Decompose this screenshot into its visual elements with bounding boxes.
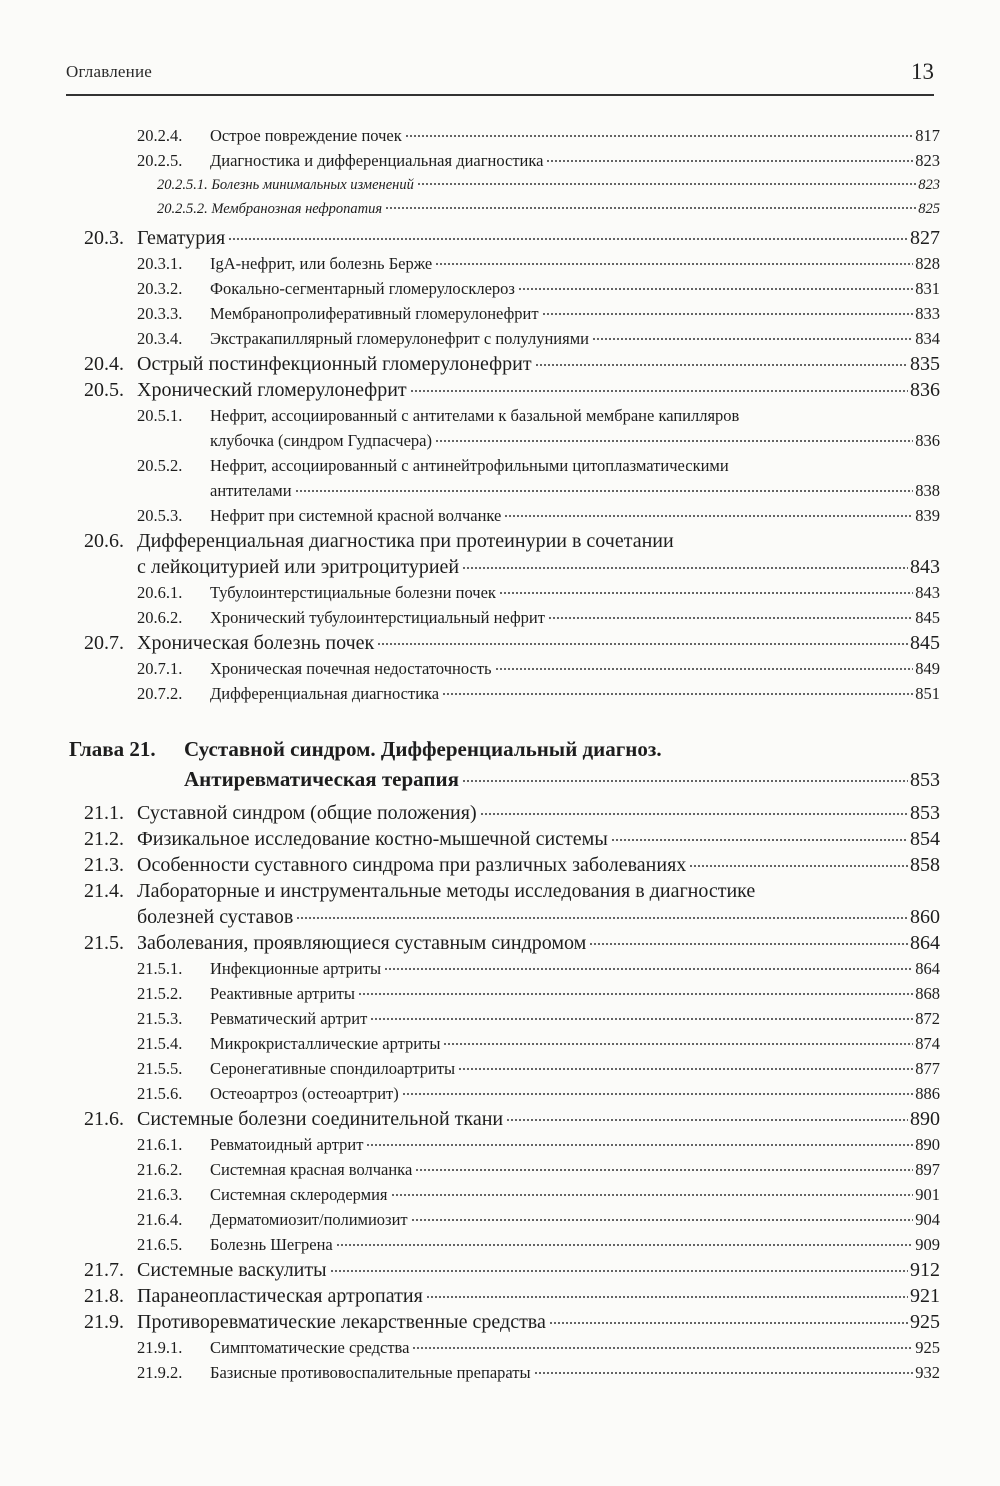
toc-entry-number: 20.7.2. <box>137 684 183 703</box>
toc-entry-title: Реактивные артриты <box>210 984 355 1003</box>
toc-entry[interactable] <box>0 878 1000 930</box>
toc-entry-title: Заболевания, проявляющиеся суставным синдромом <box>137 932 587 954</box>
toc-entry[interactable] <box>0 225 1000 251</box>
toc-entry[interactable] <box>0 1257 1000 1283</box>
toc-entry[interactable] <box>0 605 1000 630</box>
toc-entry-number: 21.1. <box>84 802 124 824</box>
dot-leader <box>330 1258 908 1276</box>
toc-entry-page: 897 <box>915 1160 940 1179</box>
toc-entry-page: 904 <box>915 1210 940 1229</box>
toc-entry-number: 20.2.5. <box>137 151 183 170</box>
toc-entry-title: 20.2.5.2. Мембранозная нефропатия <box>157 201 383 217</box>
toc-entry-title: Тубулоинтерстициальные болезни почек <box>210 583 496 602</box>
toc-entry-number: 20.3. <box>84 227 124 249</box>
toc-entry-title: антителами <box>210 481 292 500</box>
toc-entry-title-first-line: Нефрит, ассоциированный с антителами к базальной мембране капилляров <box>210 406 740 425</box>
running-header <box>66 52 934 96</box>
toc-entry[interactable] <box>0 580 1000 605</box>
toc-entry-page: 912 <box>910 1259 940 1281</box>
toc-entry-number: 21.6.5. <box>137 1235 183 1254</box>
toc-entry-number: 21.4. <box>84 880 124 902</box>
toc-entry[interactable] <box>0 1056 1000 1081</box>
toc-entry-number: 21.5.4. <box>137 1034 183 1053</box>
toc-entry[interactable] <box>0 1006 1000 1031</box>
toc-entry[interactable] <box>0 173 1000 197</box>
toc-entry-number: 21.5.2. <box>137 984 183 1003</box>
toc-entry-page: 890 <box>910 1108 940 1130</box>
toc-entry-page: 823 <box>918 177 940 193</box>
toc-entry-title: Инфекционные артриты <box>210 959 382 978</box>
toc-entry-number: 21.3. <box>84 854 124 876</box>
toc-entry-number: 21.8. <box>84 1285 124 1307</box>
toc-entry-title: Серонегативные спондилоартриты <box>210 1059 456 1078</box>
toc-entry-title: Диагностика и дифференциальная диагностика <box>210 151 544 170</box>
toc-entry[interactable] <box>0 956 1000 981</box>
toc-entry-number: 20.6. <box>84 530 124 552</box>
toc-entry-title: Мембранопролиферативный гломерулонефрит <box>210 304 539 323</box>
toc-entry-page: 825 <box>918 201 940 217</box>
dot-leader <box>366 1135 913 1150</box>
toc-entry[interactable] <box>0 1207 1000 1232</box>
toc-entry-number: 20.6.1. <box>137 583 183 602</box>
dot-leader <box>391 1185 914 1200</box>
toc-entry-page: 828 <box>915 254 940 273</box>
toc-entry-title: IgA-нефрит, или болезнь Берже <box>210 254 433 273</box>
toc-entry-title: Особенности суставного синдрома при различных заболеваниях <box>137 854 687 876</box>
toc-entry-number: 21.6. <box>84 1108 124 1130</box>
toc-entry[interactable] <box>0 1157 1000 1182</box>
toc-entry-number: 20.3.4. <box>137 329 183 348</box>
toc-entry[interactable] <box>0 1081 1000 1106</box>
toc-entry[interactable] <box>0 123 1000 148</box>
toc-entry-number: 20.4. <box>84 353 124 375</box>
toc-entry-page: 864 <box>915 959 940 978</box>
dot-leader <box>495 659 914 674</box>
toc-entry[interactable] <box>0 528 1000 580</box>
toc-entry-title-first-line: Лабораторные и инструментальные методы исследования в диагностике <box>137 880 756 902</box>
dot-leader <box>417 176 916 189</box>
toc-entry[interactable] <box>0 981 1000 1006</box>
toc-entry-number: 20.5.2. <box>137 456 183 475</box>
toc-entry-page: 860 <box>910 906 940 928</box>
toc-entry-title: клубочка (синдром Гудпасчера) <box>210 431 432 450</box>
toc-entry[interactable] <box>0 1132 1000 1157</box>
toc-entry-number: Глава 21. <box>69 737 156 761</box>
toc-entry[interactable] <box>0 503 1000 528</box>
toc-entry[interactable] <box>0 251 1000 276</box>
dot-leader <box>542 304 914 319</box>
toc-entry[interactable] <box>0 301 1000 326</box>
toc-entry-title: Фокально-сегментарный гломерулосклероз <box>210 279 515 298</box>
toc-entry[interactable] <box>0 1283 1000 1309</box>
toc-entry-page: 874 <box>915 1034 940 1053</box>
toc-entry[interactable] <box>0 453 1000 503</box>
toc-entry-page: 851 <box>915 684 940 703</box>
toc-entry-title: Противоревматические лекарственные средства <box>137 1311 546 1333</box>
toc-entry[interactable] <box>0 326 1000 351</box>
dot-leader <box>480 801 908 819</box>
toc-entry-title: Системная склеродермия <box>210 1185 388 1204</box>
toc-entry-title: 20.2.5.1. Болезнь минимальных изменений <box>157 177 414 193</box>
toc-entry-number: 21.6.1. <box>137 1135 183 1154</box>
dot-leader <box>535 352 908 370</box>
dot-leader <box>458 1059 913 1074</box>
toc-entry-title-first-line: Суставной синдром. Дифференциальный диагноз. <box>184 737 662 761</box>
dot-leader <box>384 959 913 974</box>
toc-entry-page: 836 <box>910 379 940 401</box>
toc-entry[interactable] <box>0 826 1000 852</box>
dot-leader <box>442 684 913 699</box>
toc-entry-number: 21.7. <box>84 1259 124 1281</box>
toc-entry-page: 921 <box>910 1285 940 1307</box>
toc-entry[interactable] <box>0 1106 1000 1132</box>
toc-entry-number: 21.9.2. <box>137 1363 183 1382</box>
toc-entry[interactable] <box>0 852 1000 878</box>
toc-entry-number: 20.3.1. <box>137 254 183 273</box>
toc-entry-title: Нефрит при системной красной волчанке <box>210 506 502 525</box>
toc-entry-page: 836 <box>915 431 940 450</box>
toc-entry-page: 868 <box>915 984 940 1003</box>
toc-entry-title: Острый постинфекционный гломерулонефрит <box>137 353 532 375</box>
toc-entry-title: Гематурия <box>137 227 226 249</box>
toc-entry-title-first-line: Дифференциальная диагностика при протеинурии в сочетании <box>137 530 674 552</box>
dot-leader <box>548 608 913 623</box>
toc-entry-number: 21.2. <box>84 828 124 850</box>
toc-entry-page: 872 <box>915 1009 940 1028</box>
toc-entry-title: Хронический гломерулонефрит <box>137 379 407 401</box>
toc-entry[interactable] <box>0 377 1000 403</box>
dot-leader <box>443 1034 913 1049</box>
toc-entry-page: 839 <box>915 506 940 525</box>
toc-entry[interactable] <box>0 1182 1000 1207</box>
toc-entry-title: Хроническая почечная недостаточность <box>210 659 492 678</box>
dot-leader <box>295 481 914 496</box>
toc-entry-page: 838 <box>915 481 940 500</box>
dot-leader <box>611 827 908 845</box>
toc-entry-title-first-line: Нефрит, ассоциированный с антинейтрофильными цитоплазматическими <box>210 456 729 475</box>
dot-leader <box>435 431 913 446</box>
toc-entry[interactable] <box>0 403 1000 453</box>
toc-entry-number: 20.6.2. <box>137 608 183 627</box>
toc-entry-page: 849 <box>915 659 940 678</box>
toc-entry-title: Системные болезни соединительной ткани <box>137 1108 504 1130</box>
dot-leader <box>411 1210 914 1225</box>
toc-entry-page: 864 <box>910 932 940 954</box>
toc-entry[interactable] <box>0 930 1000 956</box>
toc-entry-title: Ревматоидный артрит <box>210 1135 364 1154</box>
toc-entry[interactable] <box>0 1360 1000 1385</box>
toc-entry-title: Дерматомиозит/полимиозит <box>210 1210 408 1229</box>
toc-entry[interactable] <box>0 1031 1000 1056</box>
toc-entry-page: 890 <box>915 1135 940 1154</box>
toc-entry-page: 835 <box>910 353 940 375</box>
dot-leader <box>435 254 913 269</box>
toc-entry-number: 21.5.5. <box>137 1059 183 1078</box>
toc-entry-title: Антиревматическая терапия <box>184 767 459 791</box>
toc-entry-page: 901 <box>915 1185 940 1204</box>
toc-entry[interactable] <box>0 351 1000 377</box>
dot-leader <box>589 931 908 949</box>
toc-entry-page: 817 <box>915 126 940 145</box>
toc-entry-number: 21.9.1. <box>137 1338 183 1357</box>
toc-entry-title: Физикальное исследование костно-мышечной системы <box>137 828 608 850</box>
dot-leader <box>504 506 913 521</box>
toc-entry[interactable] <box>0 276 1000 301</box>
toc-entry-page: 854 <box>910 828 940 850</box>
toc-entry-page: 853 <box>910 802 940 824</box>
running-header-title: Оглавление <box>66 62 152 81</box>
toc-entry-page: 925 <box>915 1338 940 1357</box>
toc-entry-number: 20.7.1. <box>137 659 183 678</box>
dot-leader <box>405 126 913 141</box>
dot-leader <box>534 1363 914 1378</box>
toc-entry-title: Микрокристаллические артриты <box>210 1034 441 1053</box>
dot-leader <box>358 984 913 999</box>
toc-entry-title: болезней суставов <box>137 906 294 928</box>
dot-leader <box>336 1235 914 1250</box>
toc-entry[interactable] <box>0 800 1000 826</box>
toc-entry-title: Острое повреждение почек <box>210 126 402 145</box>
dot-leader <box>412 1338 913 1353</box>
toc-entry-page: 843 <box>915 583 940 602</box>
toc-entry-page: 834 <box>915 329 940 348</box>
toc-entry-number: 21.5.6. <box>137 1084 183 1103</box>
toc-entry-number: 21.6.3. <box>137 1185 183 1204</box>
toc-entry[interactable] <box>0 681 1000 706</box>
toc-entry-title: Болезнь Шегрена <box>210 1235 333 1254</box>
toc-entry[interactable] <box>0 1309 1000 1335</box>
toc-entry-title: с лейкоцитурией или эритроцитурией <box>137 556 460 578</box>
dot-leader <box>370 1009 913 1024</box>
toc-entry[interactable] <box>0 1232 1000 1257</box>
toc-entry-number: 21.6.2. <box>137 1160 183 1179</box>
toc-entry[interactable] <box>0 734 1000 800</box>
toc-entry-page: 877 <box>915 1059 940 1078</box>
toc-entry-page: 853 <box>910 769 940 791</box>
dot-leader <box>410 378 908 396</box>
toc-entry-number: 20.5.3. <box>137 506 183 525</box>
dot-leader <box>518 279 913 294</box>
toc-entry[interactable] <box>0 148 1000 173</box>
toc-entry-number: 20.3.2. <box>137 279 183 298</box>
toc-entry-title: Хронический тубулоинтерстициальный нефрит <box>210 608 545 627</box>
page-number: 13 <box>911 59 934 84</box>
toc-entry-page: 833 <box>915 304 940 323</box>
dot-leader <box>689 853 908 871</box>
toc-entry-title: Остеоартроз (остеоартрит) <box>210 1084 399 1103</box>
toc-entry-title: Системная красная волчанка <box>210 1160 413 1179</box>
toc-entry-number: 21.9. <box>84 1311 124 1333</box>
dot-leader <box>426 1284 908 1302</box>
dot-leader <box>385 200 916 213</box>
toc-entry-page: 845 <box>910 632 940 654</box>
toc-entry-title: Хроническая болезнь почек <box>137 632 375 654</box>
dot-leader <box>377 631 908 649</box>
toc-entry-title: Системные васкулиты <box>137 1259 327 1281</box>
toc-entry-page: 845 <box>915 608 940 627</box>
toc-entry-title: Паранеопластическая артропатия <box>137 1285 423 1307</box>
toc-entry-page: 823 <box>915 151 940 170</box>
dot-leader <box>228 226 908 244</box>
dot-leader <box>592 329 913 344</box>
table-of-contents <box>0 123 1000 1385</box>
toc-entry-title: Дифференциальная диагностика <box>210 684 440 703</box>
dot-leader <box>296 905 908 923</box>
toc-entry-page: 886 <box>915 1084 940 1103</box>
dot-leader <box>402 1084 913 1099</box>
toc-entry[interactable] <box>0 656 1000 681</box>
toc-entry-number: 20.7. <box>84 632 124 654</box>
toc-entry-number: 20.5.1. <box>137 406 183 425</box>
toc-entry-page: 831 <box>915 279 940 298</box>
dot-leader <box>415 1160 913 1175</box>
dot-leader <box>462 555 908 573</box>
toc-entry-page: 827 <box>910 227 940 249</box>
toc-entry-number: 20.2.4. <box>137 126 183 145</box>
toc-entry-title: Ревматический артрит <box>210 1009 368 1028</box>
toc-entry-title: Экстракапиллярный гломерулонефрит с полулуниями <box>210 329 589 348</box>
toc-entry[interactable] <box>0 197 1000 221</box>
toc-entry-number: 20.5. <box>84 379 124 401</box>
toc-entry-number: 21.5.1. <box>137 959 183 978</box>
dot-leader <box>499 583 913 598</box>
toc-entry-page: 843 <box>910 556 940 578</box>
toc-entry-page: 909 <box>915 1235 940 1254</box>
toc-entry-title: Суставной синдром (общие положения) <box>137 802 477 824</box>
toc-entry-page: 932 <box>915 1363 940 1382</box>
toc-entry[interactable] <box>0 630 1000 656</box>
toc-entry-number: 20.3.3. <box>137 304 183 323</box>
toc-entry-title: Симптоматические средства <box>210 1338 410 1357</box>
dot-leader <box>506 1107 908 1125</box>
dot-leader <box>546 151 913 166</box>
toc-entry-number: 21.6.4. <box>137 1210 183 1229</box>
dot-leader <box>549 1310 908 1328</box>
toc-entry-number: 21.5. <box>84 932 124 954</box>
dot-leader <box>462 767 908 786</box>
toc-entry-number: 21.5.3. <box>137 1009 183 1028</box>
toc-entry-page: 858 <box>910 854 940 876</box>
toc-entry-title: Базисные противовоспалительные препараты <box>210 1363 531 1382</box>
toc-entry[interactable] <box>0 1335 1000 1360</box>
toc-entry-page: 925 <box>910 1311 940 1333</box>
